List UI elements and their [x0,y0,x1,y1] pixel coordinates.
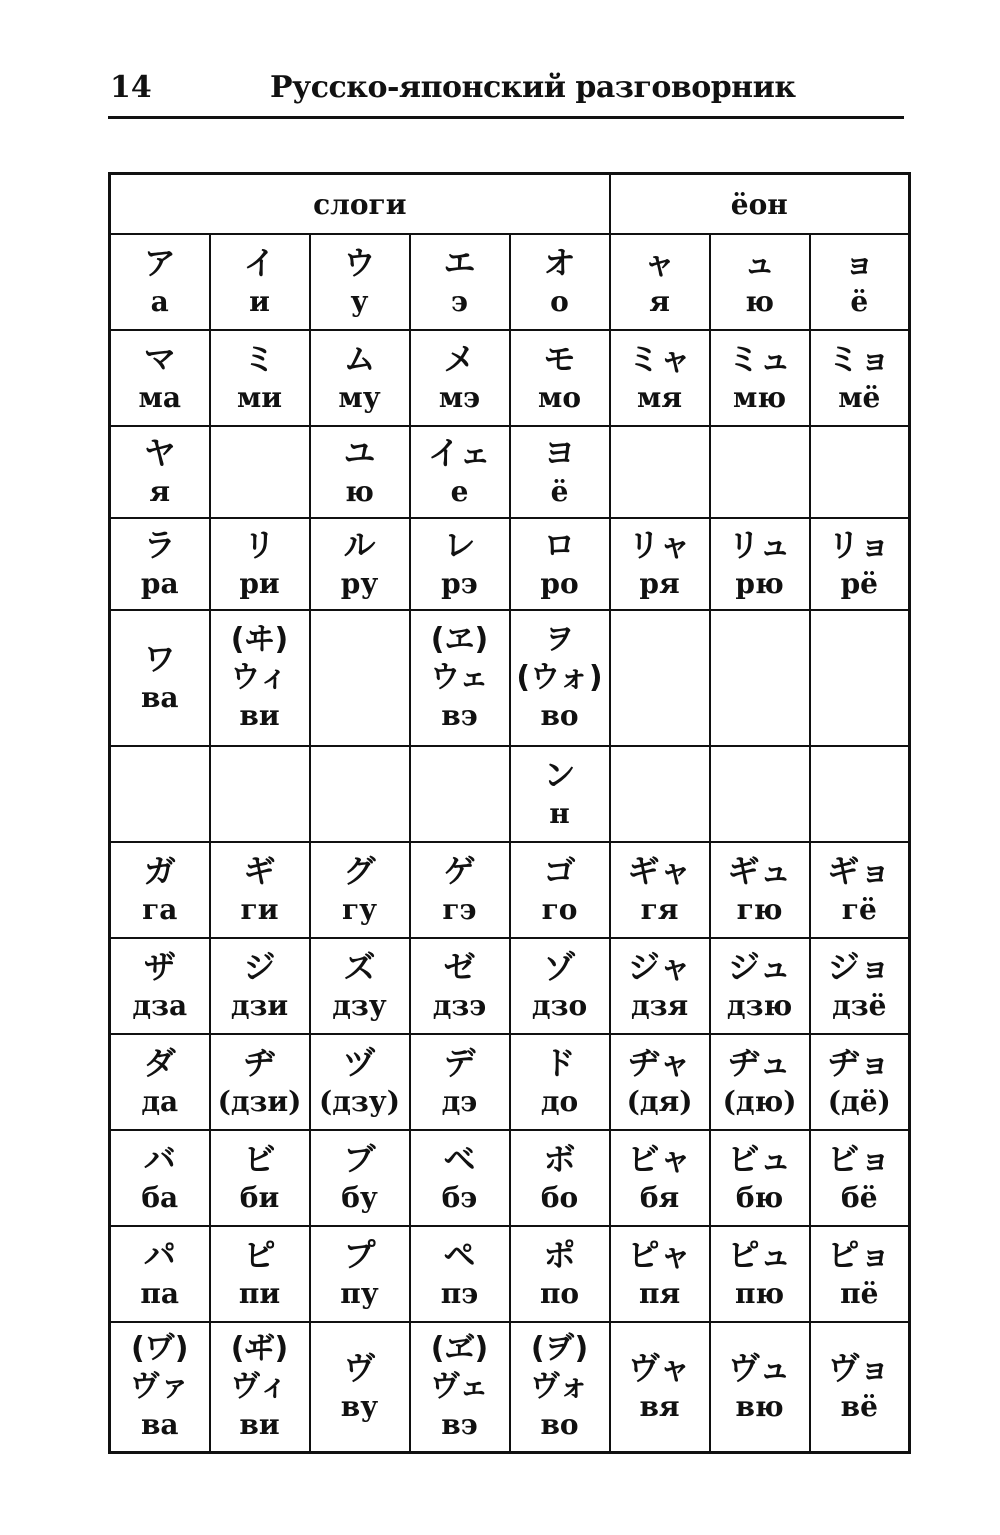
katakana-glyph: ジョ [827,948,891,986]
cyrillic-reading: и [249,285,270,318]
cyrillic-reading: дза [132,989,188,1022]
table-row [110,610,910,746]
table-cell [310,518,410,610]
table-cell [510,426,610,518]
table-cell [610,610,710,746]
table-cell [610,518,710,610]
katakana-glyph: ダ [143,1044,176,1082]
katakana-glyph: ウィ [230,660,289,695]
table-cell [810,518,910,610]
katakana-glyph: ギョ [827,852,892,890]
table-cell [810,1226,910,1322]
table-cell [810,842,910,938]
cyrillic-reading: дзо [531,989,588,1022]
katakana-glyph: (ヰ) [230,622,289,657]
katakana-glyph: ュ [743,244,776,282]
table-cell [410,938,510,1034]
cyrillic-reading: бу [341,1181,378,1214]
katakana-glyph: メ [443,340,476,378]
cyrillic-reading: а [150,285,169,318]
table-cell [110,842,210,938]
table-cell [810,1130,910,1226]
katakana-glyph: ミョ [827,340,891,378]
table-cell [110,746,210,842]
katakana-glyph: バ [143,1140,176,1178]
cyrillic-reading: пу [340,1277,379,1310]
katakana-glyph: リョ [827,526,891,564]
katakana-glyph: ワ [143,640,176,678]
table-cell [710,330,810,426]
table-cell [110,1130,210,1226]
table-cell [110,518,210,610]
cyrillic-reading: дзя [630,989,689,1022]
table-cell [610,1322,710,1452]
cyrillic-reading: у [350,285,369,318]
table-cell [410,610,510,746]
cyrillic-reading: мё [838,381,881,414]
table-cell [510,1130,610,1226]
table-cell [610,1226,710,1322]
katakana-glyph: ヴュ [728,1348,791,1387]
katakana-glyph: ピャ [627,1236,692,1274]
table-cell [510,746,610,842]
katakana-glyph: (ヹ) [430,1330,489,1366]
table-cell [310,1034,410,1130]
table-cell [210,746,310,842]
cyrillic-reading: мэ [438,381,481,414]
katakana-glyph: ウ [343,244,376,282]
cyrillic-reading: ю [745,285,774,318]
table-cell [710,938,810,1034]
table-cell [510,1034,610,1130]
cyrillic-reading: мо [538,381,582,414]
cyrillic-reading: во [540,1407,579,1441]
katakana-glyph: ピュ [727,1236,792,1274]
cyrillic-reading: бю [735,1181,784,1214]
cyrillic-reading: бя [639,1181,680,1214]
table-cell [310,610,410,746]
cyrillic-reading: э [450,285,469,318]
katakana-glyph: ヴ [343,1348,376,1387]
cyrillic-reading: (дзи) [217,1085,302,1118]
cyrillic-reading: по [539,1277,580,1310]
cyrillic-reading: бо [540,1181,579,1214]
cyrillic-reading: ви [239,1407,280,1441]
cyrillic-reading: мю [733,381,787,414]
cyrillic-reading: ви [239,699,280,732]
table-cell [710,234,810,330]
katakana-glyph: ゾ [543,948,576,986]
table-cell [210,234,310,330]
cyrillic-reading: ро [540,567,579,600]
katakana-glyph: ギ [243,852,276,890]
katakana-glyph: ミ [243,340,276,378]
katakana-glyph: ヴェ [430,1368,489,1404]
page-title: Русско-японский разговорник [270,70,796,105]
table-row [110,1226,910,1322]
katakana-glyph: ャ [643,244,676,282]
katakana-glyph: (ヱ) [430,622,489,657]
katakana-glyph: ル [343,526,376,564]
table-cell [610,234,710,330]
katakana-glyph: ラ [143,526,176,564]
cyrillic-reading: ря [639,567,680,600]
katakana-glyph: (ヷ) [131,1330,189,1366]
table-cell [510,1226,610,1322]
cyrillic-reading: рю [735,567,784,600]
katakana-glyph: ウェ [430,660,489,695]
katakana-glyph: ギャ [627,852,692,890]
cyrillic-reading: н [549,797,570,830]
katakana-glyph: ザ [143,948,176,986]
katakana-glyph: パ [143,1236,176,1274]
table-cell [310,938,410,1034]
table-row [110,426,910,518]
cyrillic-reading: гэ [442,893,477,926]
table-cell [110,330,210,426]
table-cell [110,1226,210,1322]
table-row [110,1322,910,1452]
table-cell [110,610,210,746]
katakana-glyph: ン [543,756,576,794]
table-cell [210,426,310,518]
table-cell [610,330,710,426]
table-cell [110,234,210,330]
katakana-glyph: ジュ [727,948,792,986]
katakana-glyph: ブ [343,1140,376,1178]
table-cell [710,518,810,610]
katakana-glyph: ビ [243,1140,276,1178]
table-row [110,1034,910,1130]
table-body [110,234,910,1452]
katakana-glyph: ピョ [827,1236,892,1274]
katakana-glyph: ビュ [727,1140,792,1178]
table-cell [410,234,510,330]
table-cell [810,610,910,746]
table-cell [410,1322,510,1452]
katakana-glyph: ベ [443,1140,476,1178]
katakana-glyph: ビャ [627,1140,692,1178]
katakana-glyph: イ [243,244,276,282]
cyrillic-reading: ма [138,381,181,414]
katakana-glyph: ヂャ [628,1044,692,1082]
katakana-glyph: マ [143,340,176,378]
katakana-glyph: ガ [143,852,176,890]
katakana-glyph: ミャ [627,340,692,378]
cyrillic-reading: вэ [441,699,478,732]
table-cell [710,426,810,518]
table-cell [210,330,310,426]
katakana-glyph: ギュ [727,852,792,890]
cyrillic-reading: ру [340,567,379,600]
katakana-glyph: オ [543,244,576,282]
cyrillic-reading: дэ [441,1085,478,1118]
table-cell [110,1322,210,1452]
table-cell [210,610,310,746]
katakana-glyph: ボ [543,1140,576,1178]
katakana-glyph: (ウォ) [516,660,603,695]
katakana-glyph: ゼ [443,948,476,986]
table-cell [110,938,210,1034]
katakana-glyph: ビョ [827,1140,892,1178]
cyrillic-reading: дзё [832,989,887,1022]
table-cell [510,938,610,1034]
cyrillic-reading: до [540,1085,579,1118]
table-cell [810,1034,910,1130]
katakana-glyph: ム [343,340,376,378]
cyrillic-reading: дзэ [432,989,487,1022]
table-cell [310,426,410,518]
table-cell [410,1130,510,1226]
cyrillic-reading: би [239,1181,280,1214]
katakana-glyph: エ [443,244,476,282]
table-cell [510,234,610,330]
katakana-glyph: ヲ [544,622,575,657]
katakana-glyph: ア [143,244,176,282]
table-cell [310,1130,410,1226]
table-cell [310,842,410,938]
cyrillic-reading: рё [840,567,878,600]
katakana-glyph: (ヺ) [530,1330,589,1366]
katakana-glyph: ジャ [627,948,692,986]
table-cell [210,1322,310,1452]
katakana-glyph: ヴィ [230,1368,289,1404]
table-cell [810,234,910,330]
cyrillic-reading: вя [639,1389,680,1423]
cyrillic-reading: гё [841,893,877,926]
header-yon: ёон [610,174,910,235]
header-syllables: слоги [110,174,610,235]
table-cell [410,1034,510,1130]
table-cell [310,1322,410,1452]
katakana-glyph: ヂュ [728,1044,792,1082]
table-cell [810,938,910,1034]
table-cell [810,330,910,426]
cyrillic-reading: вэ [441,1407,478,1441]
cyrillic-reading: ё [850,285,869,318]
cyrillic-reading: гю [736,893,783,926]
cyrillic-reading: дзю [726,989,793,1022]
katakana-glyph: ヴョ [827,1348,891,1387]
katakana-glyph: ヅ [343,1044,376,1082]
katakana-glyph: ズ [343,948,376,986]
cyrillic-reading: ги [240,893,279,926]
katakana-glyph: ド [543,1044,576,1082]
table-cell [210,518,310,610]
cyrillic-reading: бё [841,1181,878,1214]
table-cell [710,842,810,938]
cyrillic-reading: вю [735,1389,784,1423]
cyrillic-reading: го [541,893,578,926]
table-cell [310,234,410,330]
table-cell [510,518,610,610]
cyrillic-reading: (дё) [827,1085,891,1118]
katakana-glyph: グ [343,852,376,890]
table-cell [610,426,710,518]
table-cell [210,1226,310,1322]
table-cell [210,938,310,1034]
cyrillic-reading: ё [550,475,569,508]
table-row [110,518,910,610]
cyrillic-reading: га [142,893,178,926]
table-cell [410,518,510,610]
table-row [110,746,910,842]
cyrillic-reading: ву [340,1389,379,1423]
katakana-glyph: ヂ [243,1044,276,1082]
cyrillic-reading: пи [238,1277,281,1310]
table-row [110,234,910,330]
table-cell [710,1322,810,1452]
katakana-glyph: デ [443,1044,476,1082]
table-cell [710,746,810,842]
table-cell [310,330,410,426]
katakana-glyph: ゲ [443,852,476,890]
cyrillic-reading: му [338,381,381,414]
table-cell [210,1034,310,1130]
katakana-glyph: ヨ [543,434,576,472]
katakana-glyph: ピ [243,1236,276,1274]
cyrillic-reading: ми [236,381,283,414]
table-cell [410,842,510,938]
cyrillic-reading: мя [637,381,683,414]
katakana-glyph: ヤ [143,434,176,472]
cyrillic-reading: дзи [230,989,289,1022]
table-cell [510,330,610,426]
group-header-row [110,174,910,235]
cyrillic-reading: ра [140,567,179,600]
page-number: 14 [110,70,152,105]
page-header [108,64,904,119]
katakana-glyph: ヴァ [129,1368,190,1404]
table-cell [710,1226,810,1322]
cyrillic-reading: пю [734,1277,785,1310]
cyrillic-reading: я [149,475,171,508]
table-cell [310,746,410,842]
table-cell [810,746,910,842]
katakana-glyph: レ [443,526,476,564]
katakana-glyph: リュ [728,526,792,564]
katakana-glyph: ヴォ [530,1368,589,1404]
cyrillic-reading: о [550,285,569,318]
cyrillic-reading: пя [638,1277,681,1310]
table-cell [510,842,610,938]
table-cell [410,746,510,842]
cyrillic-reading: ва [140,681,179,714]
cyrillic-reading: во [540,699,579,732]
katakana-glyph: ミュ [727,340,792,378]
cyrillic-reading: дзу [332,989,387,1022]
cyrillic-reading: (дзу) [319,1085,400,1118]
katakana-glyph: ロ [543,526,576,564]
cyrillic-reading: гу [341,893,378,926]
table-cell [110,1034,210,1130]
table-cell [410,1226,510,1322]
katakana-glyph: ゴ [543,852,576,890]
katakana-glyph: リ [243,526,276,564]
table-cell [610,1034,710,1130]
table-row [110,1130,910,1226]
cyrillic-reading: ба [141,1181,179,1214]
table-cell [610,938,710,1034]
table-cell [410,330,510,426]
cyrillic-reading: я [649,285,670,318]
katakana-glyph: イェ [427,434,492,472]
table-cell [510,1322,610,1452]
katakana-glyph: リャ [628,526,692,564]
katakana-glyph: ョ [843,244,876,282]
katakana-glyph: ヴャ [628,1348,691,1387]
table-cell [610,746,710,842]
table-cell [210,842,310,938]
table-cell [610,842,710,938]
katakana-glyph: プ [343,1236,376,1274]
table-row [110,330,910,426]
table-cell [710,610,810,746]
cyrillic-reading: вё [840,1389,878,1423]
katakana-glyph: (ヸ) [230,1330,289,1366]
cyrillic-reading: ю [345,475,374,508]
katakana-glyph: ユ [343,434,376,472]
katakana-glyph: ペ [443,1236,476,1274]
cyrillic-reading: пэ [440,1277,479,1310]
cyrillic-reading: (дя) [626,1085,693,1118]
cyrillic-reading: па [140,1277,180,1310]
table-cell [210,1130,310,1226]
cyrillic-reading: ва [140,1407,179,1441]
table-cell [810,1322,910,1452]
cyrillic-reading: да [141,1085,179,1118]
table-cell [710,1034,810,1130]
table-cell [110,426,210,518]
table-row [110,938,910,1034]
katakana-glyph: ポ [543,1236,576,1274]
cyrillic-reading: рэ [441,567,478,600]
table-cell [310,1226,410,1322]
table-cell [610,1130,710,1226]
syllable-table [108,172,911,1454]
cyrillic-reading: (дю) [722,1085,797,1118]
katakana-glyph: ジ [243,948,276,986]
table-row [110,842,910,938]
cyrillic-reading: бэ [441,1181,478,1214]
cyrillic-reading: ри [239,567,280,600]
cyrillic-reading: пё [840,1277,879,1310]
cyrillic-reading: е [450,475,469,508]
table-cell [710,1130,810,1226]
katakana-glyph: ヂョ [827,1044,891,1082]
cyrillic-reading: гя [640,893,679,926]
table-cell [510,610,610,746]
table-cell [810,426,910,518]
table-cell [410,426,510,518]
katakana-glyph: モ [543,340,576,378]
